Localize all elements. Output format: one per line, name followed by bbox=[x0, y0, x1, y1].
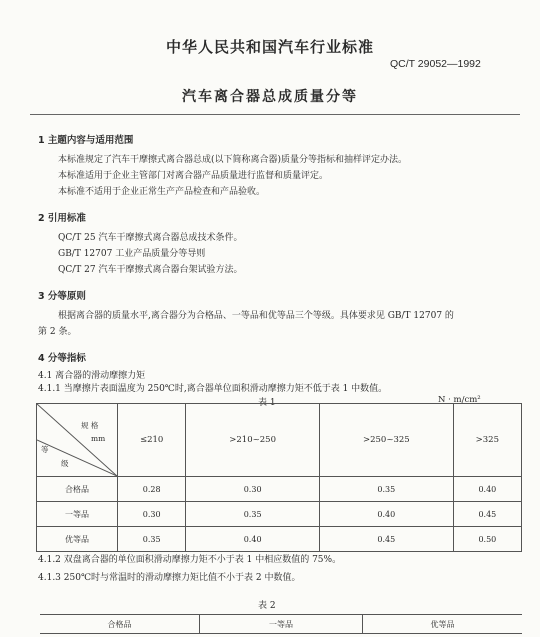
table-cell: 0.30 bbox=[186, 477, 320, 502]
corner-grade-label-1: 等 bbox=[41, 445, 49, 454]
issuer-heading: 中华人民共和国汽车行业标准 bbox=[165, 38, 374, 56]
corner-spec-label: 规 格 bbox=[81, 421, 99, 430]
standard-number: QC/T 29052—1992 bbox=[390, 58, 481, 70]
column-header: 优等品 bbox=[362, 615, 522, 634]
table-1-unit: N · m/cm² bbox=[438, 395, 481, 405]
clause-4-1: 4.1 离合器的滑动摩擦力矩 bbox=[38, 371, 146, 381]
section-2-heading: 2 引用标准 bbox=[38, 213, 86, 224]
table-cell: 0.45 bbox=[453, 502, 521, 527]
table-cell: 0.35 bbox=[186, 502, 320, 527]
table-cell: 0.35 bbox=[118, 527, 186, 552]
table-row bbox=[37, 502, 522, 527]
section-1-para-3: 本标准不适用于企业正常生产产品检查和产品验收。 bbox=[58, 187, 266, 197]
table-2-caption: 表 2 bbox=[258, 601, 276, 611]
section-1-para-2: 本标准适用于企业主管部门对离合器产品质量进行监督和质量评定。 bbox=[58, 171, 329, 181]
table-2-header-row bbox=[40, 615, 522, 634]
corner-grade-label-2: 级 bbox=[61, 459, 69, 468]
reference-2: GB/T 12707 工业产品质量分等导则 bbox=[58, 249, 206, 259]
section-3-para-1: 根据离合器的质量水平,离合器分为合格品、一等品和优等品三个等级。具体要求见 GB/T 12707 的 bbox=[58, 311, 454, 321]
table-cell: 0.40 bbox=[319, 502, 453, 527]
column-header: >250~325 bbox=[319, 404, 453, 477]
row-grade-label: 优等品 bbox=[37, 527, 118, 552]
row-grade-label: 一等品 bbox=[37, 502, 118, 527]
reference-3: QC/T 27 汽车干摩擦式离合器台架试验方法。 bbox=[58, 265, 243, 275]
title-divider bbox=[30, 114, 520, 115]
table-cell: 0.50 bbox=[453, 527, 521, 552]
table-row bbox=[37, 527, 522, 552]
table-1-caption: 表 1 bbox=[258, 398, 276, 408]
section-1-heading: 1 主题内容与适用范围 bbox=[38, 135, 134, 146]
column-header: >325 bbox=[453, 404, 521, 477]
clause-4-1-2: 4.1.2 双盘离合器的单位面积滑动摩擦力矩不小于表 1 中相应数值的 75%。 bbox=[38, 555, 342, 565]
clause-4-1-1: 4.1.1 当摩擦片表面温度为 250℃时,离合器单位面积滑动摩擦力矩不低于表 1 中数值。 bbox=[38, 384, 388, 394]
table-cell: 0.35 bbox=[319, 477, 453, 502]
table-cell: 0.28 bbox=[118, 477, 186, 502]
section-3-para-2: 第 2 条。 bbox=[38, 327, 77, 337]
corner-unit-label: mm bbox=[91, 434, 106, 443]
table-cell: 0.30 bbox=[118, 502, 186, 527]
table-cell: 0.45 bbox=[319, 527, 453, 552]
table-cell: 0.40 bbox=[186, 527, 320, 552]
column-header: 一等品 bbox=[200, 615, 363, 634]
table-1 bbox=[36, 403, 522, 552]
column-header: ≤210 bbox=[118, 404, 186, 477]
document-title: 汽车离合器总成质量分等 bbox=[182, 89, 358, 105]
section-3-heading: 3 分等原则 bbox=[38, 291, 86, 302]
table-2 bbox=[40, 614, 522, 634]
section-4-heading: 4 分等指标 bbox=[38, 353, 86, 364]
clause-4-1-3: 4.1.3 250℃时与常温时的滑动摩擦力矩比值不小于表 2 中数值。 bbox=[38, 573, 301, 583]
column-header: 合格品 bbox=[40, 615, 200, 634]
section-1-para-1: 本标准规定了汽车干摩擦式离合器总成(以下简称离合器)质量分等指标和抽样评定办法。 bbox=[58, 155, 408, 165]
table-row bbox=[37, 477, 522, 502]
row-grade-label: 合格品 bbox=[37, 477, 118, 502]
reference-1: QC/T 25 汽车干摩擦式离合器总成技术条件。 bbox=[58, 233, 243, 243]
table-1-corner-cell bbox=[37, 404, 118, 477]
column-header: >210~250 bbox=[186, 404, 320, 477]
table-cell: 0.40 bbox=[453, 477, 521, 502]
